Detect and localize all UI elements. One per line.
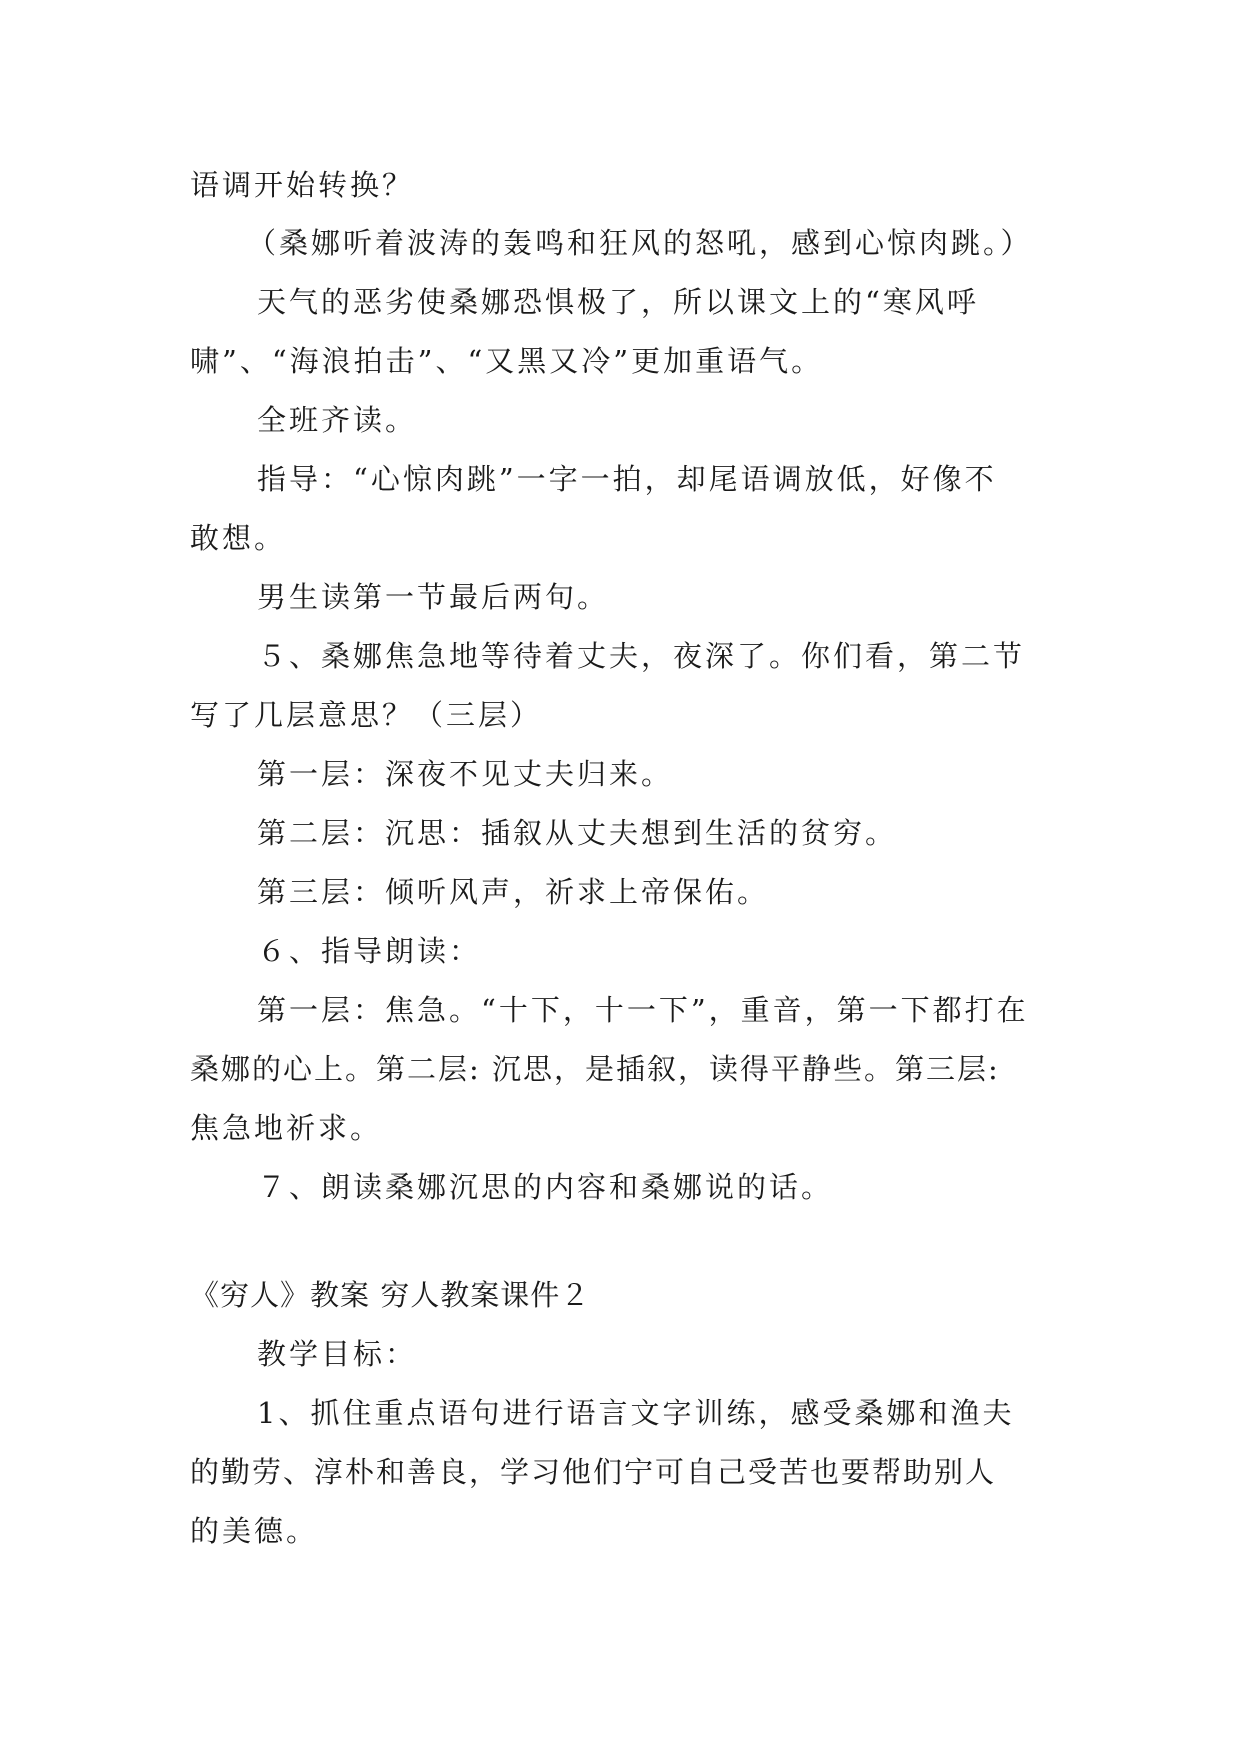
text-line: 敢想。 (190, 521, 287, 555)
text-line: 语调开始转换？ (190, 168, 415, 202)
text-line: 的美德。 (190, 1514, 319, 1548)
text-line: 男生读第一节最后两句。 (257, 580, 610, 614)
text-line: 写了几层意思？（三层） (190, 698, 543, 732)
text-line: 第三层：倾听风声，祈求上帝保佑。 (257, 875, 770, 909)
text-line: 焦急地祈求。 (190, 1111, 383, 1145)
text-line: 第一层：深夜不见丈夫归来。 (257, 757, 674, 791)
text-line: 啸”、“海浪拍击”、“又黑又冷”更加重语气。 (190, 344, 824, 378)
text-line: 教学目标： (257, 1337, 418, 1371)
text-line: 天气的恶劣使桑娜恐惧极了，所以课文上的“寒风呼 (257, 285, 979, 319)
text-line: 第一层：焦急。“十下，十一下”，重音，第一下都打在 (257, 993, 1029, 1027)
text-line: ７、朗读桑娜沉思的内容和桑娜说的话。 (257, 1170, 834, 1204)
text-line: 1、抓住重点语句进行语言文字训练，感受桑娜和渔夫 (257, 1396, 1015, 1430)
text-line: 的勤劳、淳朴和善良，学习他们宁可自己受苦也要帮助别人 (190, 1455, 997, 1489)
text-line: 全班齐读。 (257, 403, 418, 437)
section-heading: 《穷人》教案 穷人教案课件２ (190, 1278, 591, 1312)
text-line: 桑娜的心上。第二层: 沉思，是插叙，读得平静些。第三层: (190, 1052, 1000, 1086)
text-line: 第二层：沉思：插叙从丈夫想到生活的贫穷。 (257, 816, 898, 850)
text-line: ５、桑娜焦急地等待着丈夫，夜深了。你们看，第二节 (257, 639, 1026, 673)
text-line: ６、指导朗读： (257, 934, 482, 968)
text-line: （桑娜听着波涛的轰鸣和狂风的怒吼，感到心惊肉跳。） (247, 226, 1033, 260)
text-line: 指导：“心惊肉跳”一字一拍，却尾语调放低，好像不 (257, 462, 997, 496)
